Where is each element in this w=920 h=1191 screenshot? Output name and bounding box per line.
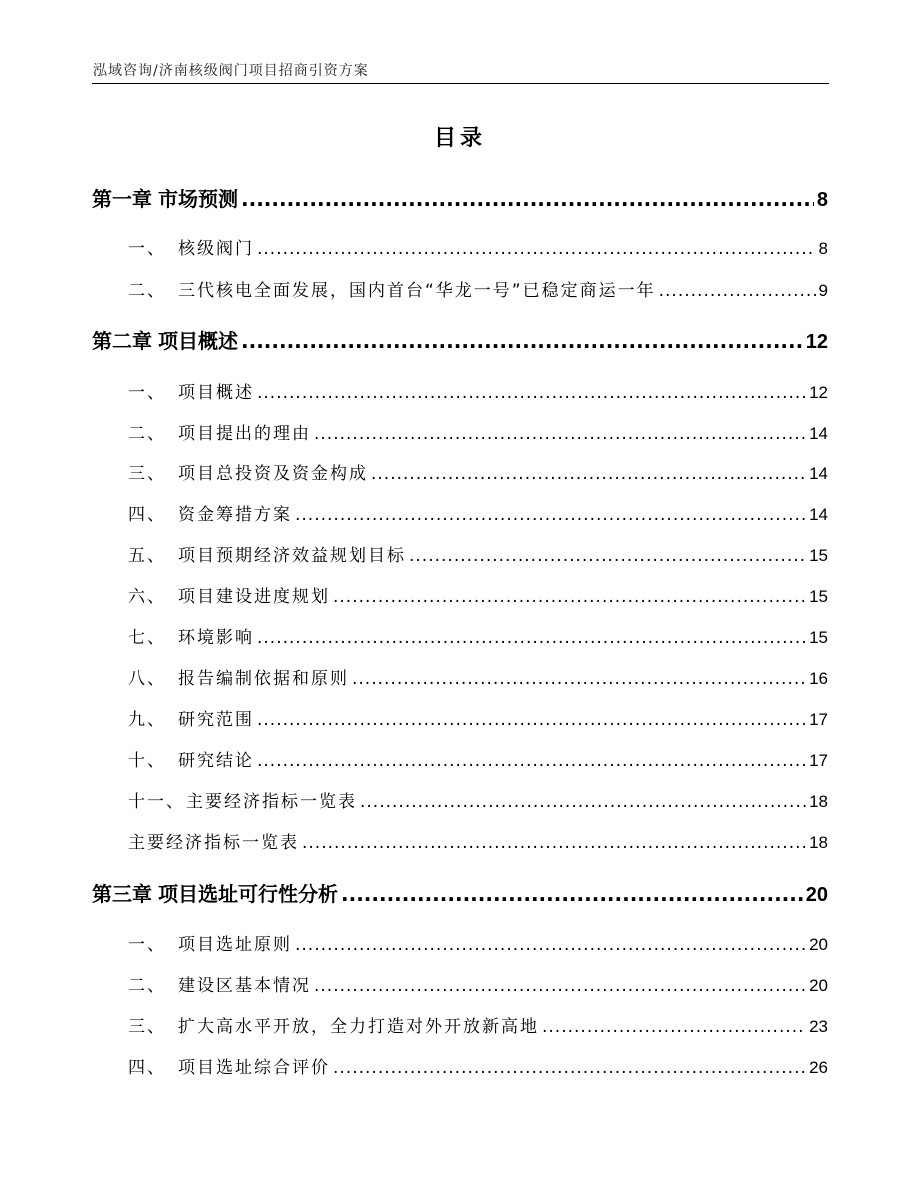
dot-leader [341, 882, 803, 906]
toc-section-entry[interactable] [128, 930, 828, 955]
toc-chapter-entry[interactable] [92, 325, 828, 354]
dot-leader [333, 587, 806, 607]
dot-leader [542, 1017, 806, 1037]
toc-page-number: 20 [809, 935, 828, 954]
toc-section-entry[interactable] [128, 1053, 828, 1078]
toc-page-number: 17 [809, 751, 828, 770]
toc-section-entry[interactable] [128, 971, 828, 996]
toc-entry-label: 项目选址原则 [178, 935, 292, 955]
dot-leader [659, 281, 816, 301]
toc-section-entry[interactable] [128, 541, 828, 566]
toc-section-entry[interactable] [128, 276, 828, 301]
toc-entry-label: 项目概述 [158, 329, 238, 353]
toc-page-number: 14 [809, 505, 828, 524]
toc-section-entry[interactable] [128, 378, 828, 403]
toc-page-number: 15 [809, 587, 828, 606]
toc-entry-label: 项目选址综合评价 [178, 1058, 330, 1078]
dot-leader [302, 833, 806, 853]
toc-entry-number: 一、 [128, 383, 166, 403]
toc-section-entry[interactable] [128, 234, 828, 259]
toc-entry-label: 项目总投资及资金构成 [178, 464, 368, 484]
toc-section-entry[interactable] [128, 623, 828, 648]
toc-entry-label: 项目提出的理由 [178, 424, 311, 444]
toc-entry-number: 一、 [128, 935, 166, 955]
toc-page-number: 20 [805, 884, 828, 906]
dot-leader [257, 239, 816, 259]
toc-entry-number: 一、 [128, 239, 166, 259]
toc-entry-label: 项目选址可行性分析 [158, 882, 338, 906]
toc-chapter-entry[interactable] [92, 878, 828, 907]
toc-section-entry[interactable] [128, 828, 828, 853]
toc-entry-number: 二、 [128, 281, 166, 301]
toc-page-number: 18 [809, 833, 828, 852]
toc-page-number: 8 [816, 189, 828, 211]
dot-leader [257, 751, 806, 771]
toc-section-entry[interactable] [128, 664, 828, 689]
toc-entry-number: 三、 [128, 464, 166, 484]
toc-entry-label: 主要经济指标一览表 [128, 833, 299, 853]
toc-page-number: 16 [809, 669, 828, 688]
toc-entry-number: 九、 [128, 710, 166, 730]
running-header: 泓域咨询/济南核级阀门项目招商引资方案 [93, 63, 369, 79]
toc-entry-number: 十、 [128, 751, 166, 771]
toc-section-entry[interactable] [128, 705, 828, 730]
toc-entry-number: 四、 [128, 505, 166, 525]
toc-entry-number: 二、 [128, 976, 166, 996]
dot-leader [295, 935, 806, 955]
toc-page-number: 20 [809, 976, 828, 995]
toc-entry-label: 项目建设进度规划 [178, 587, 330, 607]
toc-entry-number: 十一、 [128, 792, 185, 812]
toc-entry-number: 五、 [128, 546, 166, 566]
toc-entry-label: 研究结论 [178, 751, 254, 771]
toc-title: 目录 [433, 126, 486, 151]
toc-section-entry[interactable] [128, 1012, 828, 1037]
toc-page-number: 15 [809, 628, 828, 647]
toc-entry-number: 七、 [128, 628, 166, 648]
toc-entry-number: 二、 [128, 424, 166, 444]
toc-entry-label: 扩大高水平开放，全力打造对外开放新高地 [178, 1017, 539, 1037]
toc-section-entry[interactable] [128, 419, 828, 444]
dot-leader [241, 329, 803, 353]
toc-section-entry[interactable] [128, 459, 828, 484]
dot-leader [352, 669, 806, 689]
toc-section-entry[interactable] [128, 787, 828, 812]
toc-page-number: 15 [809, 546, 828, 565]
toc-page-number: 12 [809, 383, 828, 402]
toc-entry-number: 八、 [128, 669, 166, 689]
toc-entry-number: 四、 [128, 1058, 166, 1078]
toc-entry-label: 建设区基本情况 [178, 976, 311, 996]
toc-page-number: 18 [809, 792, 828, 811]
toc-page-number: 23 [809, 1017, 828, 1036]
toc-page-number: 14 [809, 424, 828, 443]
dot-leader [314, 424, 806, 444]
toc-entry-label: 研究范围 [178, 710, 254, 730]
toc-entry-label: 报告编制依据和原则 [178, 669, 349, 689]
toc-page-number: 14 [809, 464, 828, 483]
toc-entry-label: 项目概述 [178, 383, 254, 403]
dot-leader [257, 710, 806, 730]
toc-page-number: 17 [809, 710, 828, 729]
toc-section-entry[interactable] [128, 500, 828, 525]
dot-leader [257, 628, 806, 648]
dot-leader [241, 187, 814, 211]
toc-page-number: 12 [805, 331, 828, 353]
dot-leader [333, 1058, 806, 1078]
toc-page-number: 26 [809, 1058, 828, 1077]
dot-leader [360, 792, 806, 812]
toc-page-number: 8 [818, 239, 828, 258]
dot-leader [295, 505, 806, 525]
toc-entry-number: 三、 [128, 1017, 166, 1037]
toc-entry-number: 第一章 [92, 187, 152, 211]
toc-entry-label: 主要经济指标一览表 [186, 792, 357, 812]
dot-leader [314, 976, 806, 996]
dot-leader [257, 383, 806, 403]
toc-entry-number: 六、 [128, 587, 166, 607]
toc-entry-label: 项目预期经济效益规划目标 [178, 546, 406, 566]
toc-page-number: 9 [818, 281, 828, 300]
toc-entry-label: 核级阀门 [178, 239, 254, 259]
toc-chapter-entry[interactable] [92, 183, 828, 212]
dot-leader [409, 546, 806, 566]
toc-section-entry[interactable] [128, 746, 828, 771]
toc-entry-label: 环境影响 [178, 628, 254, 648]
toc-entry-number: 第三章 [92, 882, 152, 906]
toc-entry-label: 资金筹措方案 [178, 505, 292, 525]
toc-entry-number: 第二章 [92, 329, 152, 353]
dot-leader [371, 464, 806, 484]
toc-section-entry[interactable] [128, 582, 828, 607]
toc-entry-label: 市场预测 [158, 187, 238, 211]
toc-entry-label: 三代核电全面发展，国内首台“华龙一号”已稳定商运一年 [178, 281, 656, 301]
